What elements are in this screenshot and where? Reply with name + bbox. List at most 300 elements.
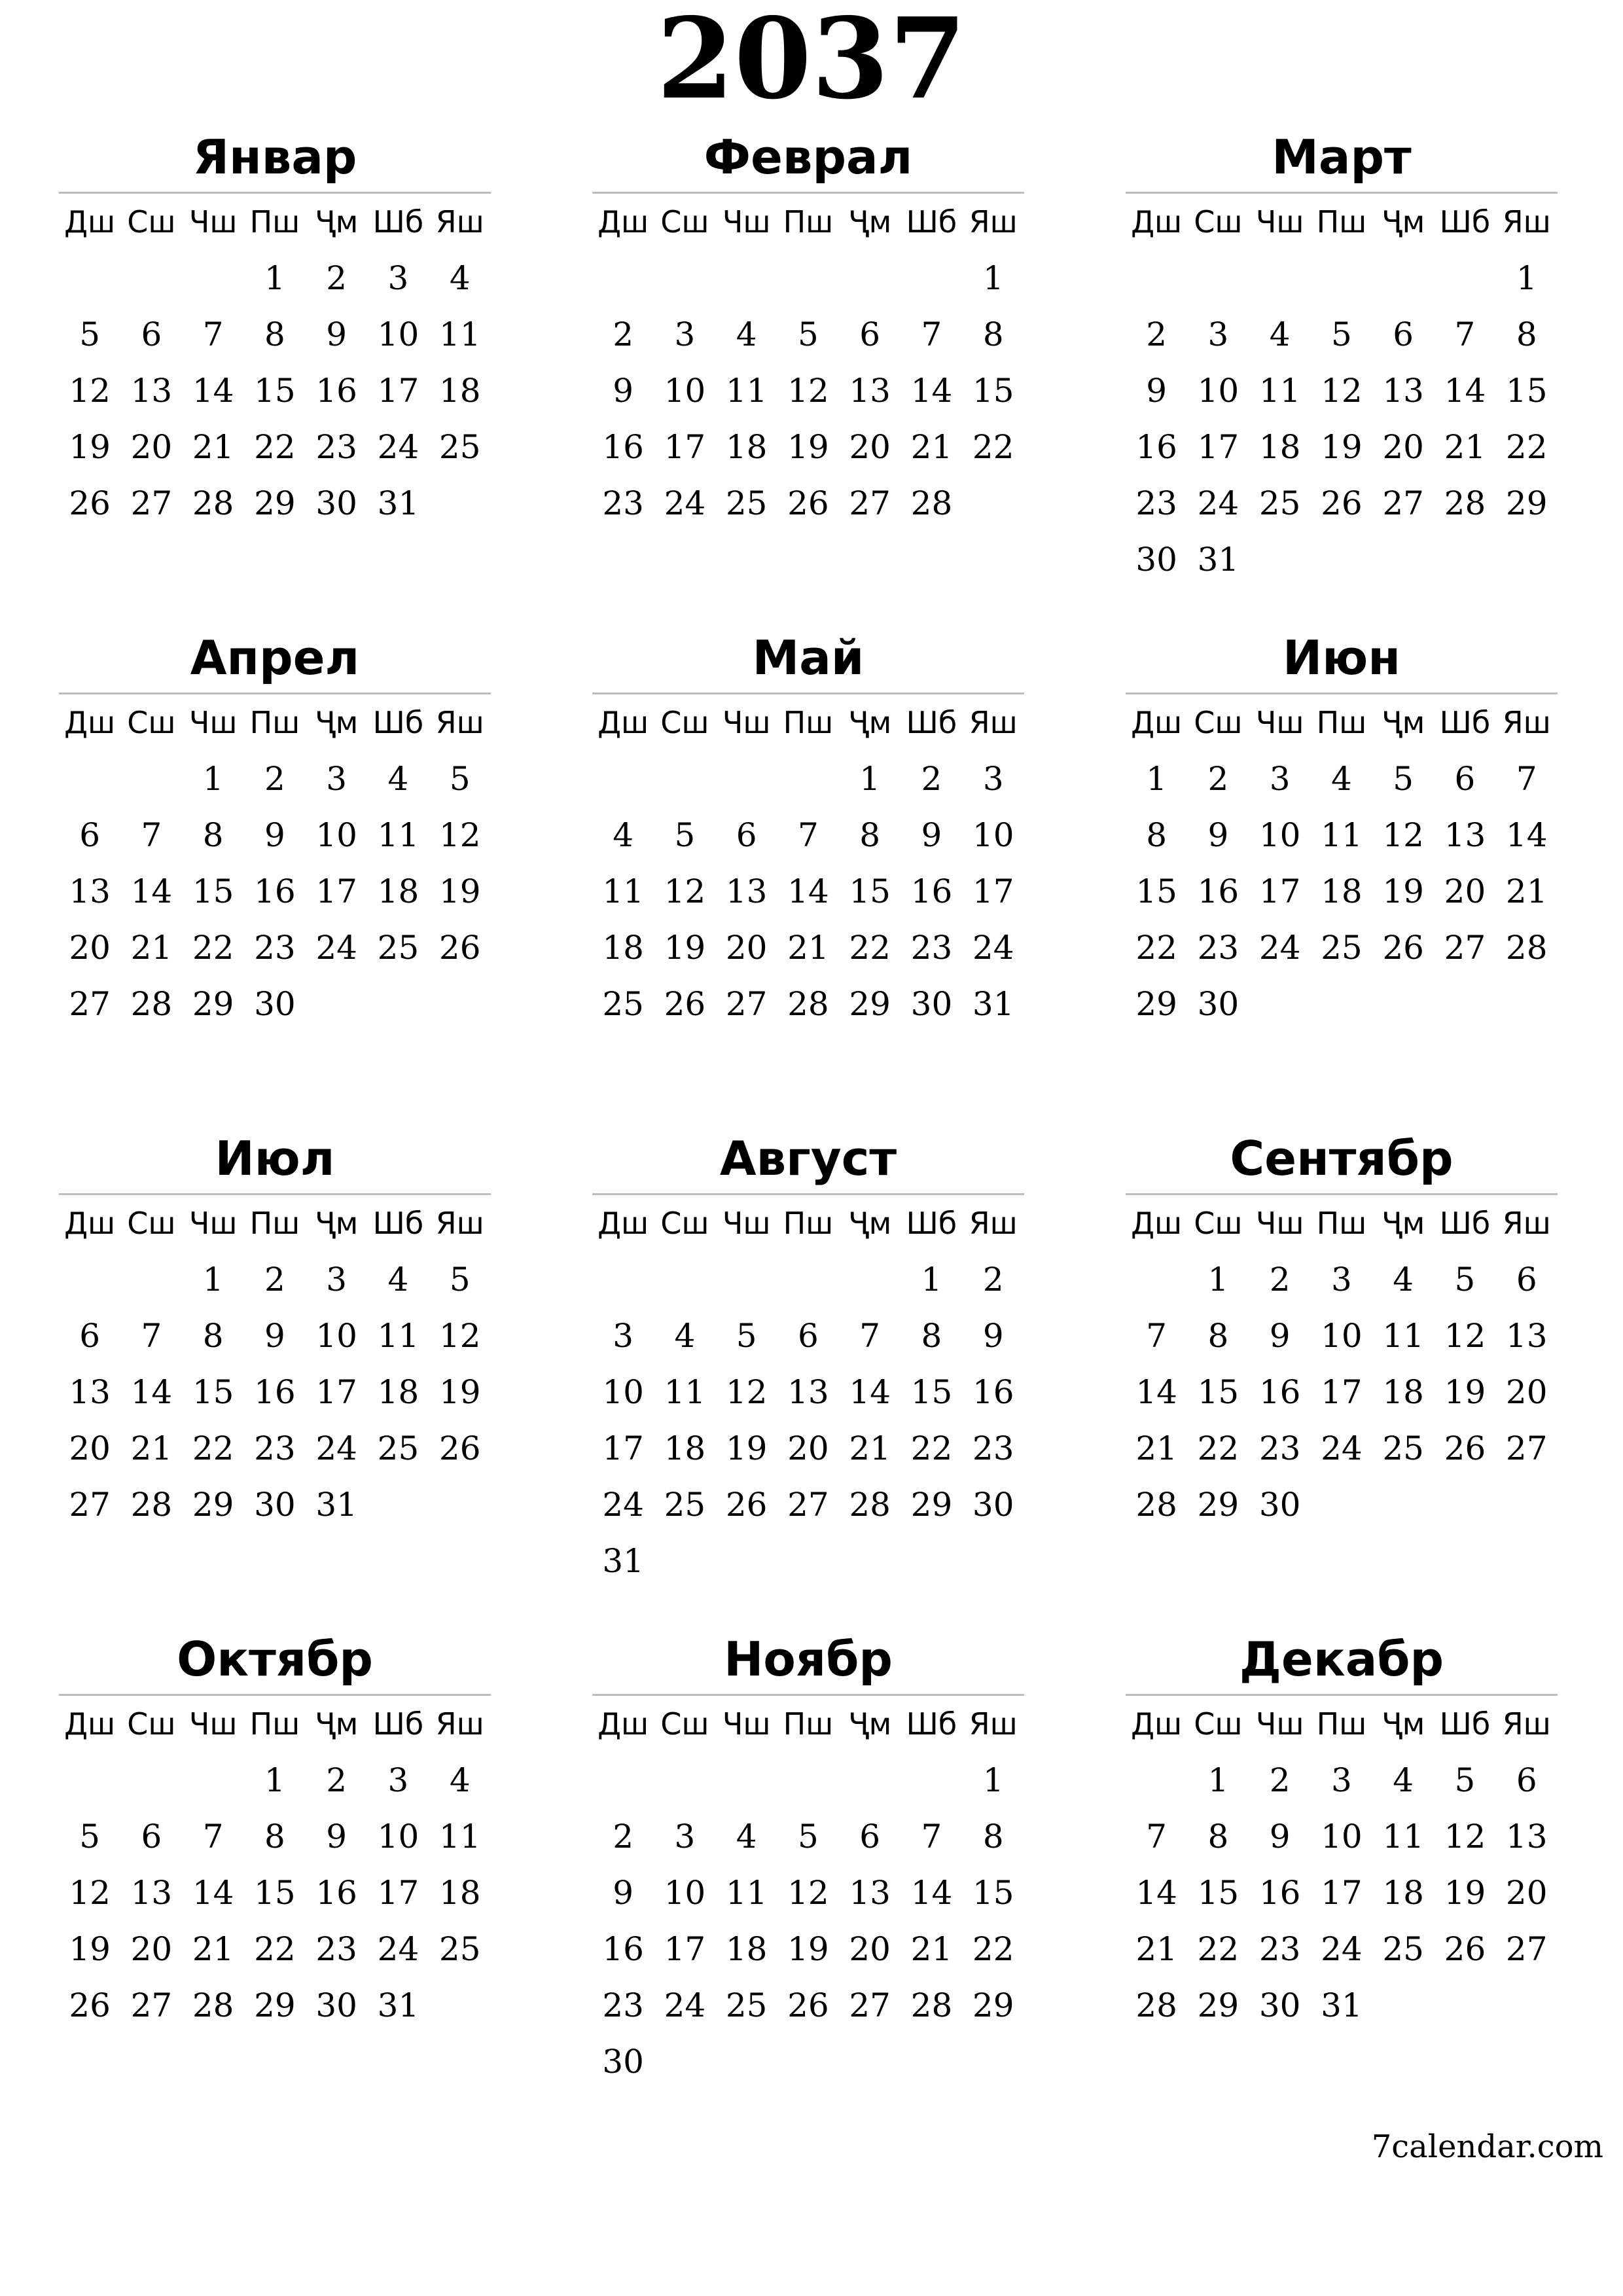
week-row (59, 1808, 491, 1865)
day-cell: 19 (1321, 428, 1363, 466)
day-cell: 9 (326, 315, 348, 353)
day-cell: 26 (438, 1429, 481, 1467)
weekday-label: Пш (783, 1706, 834, 1742)
weekday-header-row (59, 1195, 491, 1251)
weekday-label: Шб (372, 204, 424, 240)
day-cell: 12 (664, 872, 706, 910)
day-cell: 8 (1207, 1818, 1229, 1856)
day-cell: 10 (377, 315, 419, 353)
day-cell: 13 (1505, 1317, 1548, 1355)
day-cell: 9 (613, 372, 634, 410)
day-cell: 26 (69, 484, 111, 522)
weekday-label: Пш (1316, 204, 1367, 240)
day-cell: 24 (1321, 1930, 1363, 1968)
day-cell: 10 (664, 372, 706, 410)
day-cell: 3 (1207, 315, 1229, 353)
week-row (592, 1533, 1024, 1589)
day-cell: 4 (736, 315, 757, 353)
day-cell: 6 (79, 816, 101, 854)
day-cell: 4 (1269, 315, 1291, 353)
weekday-label: Шб (372, 705, 424, 740)
weekday-label: Чш (188, 204, 238, 240)
day-cell: 12 (438, 816, 481, 854)
day-cell: 18 (602, 929, 644, 967)
day-cell: 28 (910, 484, 953, 522)
day-cell: 13 (787, 1373, 829, 1411)
day-cell: 23 (1197, 929, 1240, 967)
day-cell: 16 (315, 1874, 357, 1912)
week-row (59, 1752, 491, 1808)
day-cell: 28 (849, 1486, 891, 1524)
weekday-label: Яш (1502, 1706, 1551, 1742)
day-cell: 5 (736, 1317, 757, 1355)
day-cell: 29 (1197, 1486, 1240, 1524)
weekday-label: Дш (1131, 1206, 1183, 1241)
day-cell: 23 (1258, 1429, 1301, 1467)
month-title: Ноябр (724, 1632, 893, 1687)
weekday-header-row (592, 1195, 1024, 1251)
day-cell: 1 (982, 259, 1004, 297)
week-row (592, 250, 1024, 306)
day-cell: 27 (1444, 929, 1486, 967)
weekday-label: Дш (1131, 1706, 1183, 1742)
day-cell: 14 (130, 872, 173, 910)
day-cell: 17 (664, 1930, 706, 1968)
day-cell: 9 (264, 816, 285, 854)
week-row (59, 863, 491, 920)
day-cell: 23 (254, 929, 296, 967)
day-cell: 24 (664, 1986, 706, 2024)
day-cell: 31 (377, 484, 419, 522)
weekday-label: Ҷм (848, 1706, 892, 1742)
day-cell: 19 (69, 428, 111, 466)
month-title: Декабр (1239, 1632, 1444, 1687)
day-cell: 5 (798, 315, 819, 353)
week-row (1126, 531, 1558, 588)
day-cell: 7 (1516, 760, 1537, 798)
day-cell: 22 (254, 428, 296, 466)
day-cell: 14 (910, 1874, 953, 1912)
day-cell: 17 (972, 872, 1014, 910)
day-cell: 26 (1382, 929, 1424, 967)
weekday-label: Пш (249, 204, 300, 240)
day-cell: 10 (664, 1874, 706, 1912)
week-row (59, 306, 491, 363)
day-cell: 9 (264, 1317, 285, 1355)
day-cell: 5 (674, 816, 696, 854)
weekday-label: Чш (188, 1706, 238, 1742)
day-cell: 22 (192, 929, 234, 967)
day-cell: 6 (1516, 1261, 1537, 1299)
weekday-label: Пш (1316, 1706, 1367, 1742)
day-cell: 14 (849, 1373, 891, 1411)
day-cell: 1 (264, 1761, 285, 1799)
day-cell: 11 (438, 1818, 481, 1856)
weekday-label: Ҷм (848, 1206, 892, 1241)
day-cell: 30 (1197, 985, 1240, 1023)
day-cell: 11 (377, 816, 419, 854)
day-cell: 3 (326, 1261, 348, 1299)
week-row (59, 419, 491, 475)
weekday-label: Дш (64, 1706, 116, 1742)
month-title: Июн (1283, 630, 1400, 685)
day-cell: 16 (1258, 1373, 1301, 1411)
day-cell: 11 (1258, 372, 1301, 410)
day-cell: 7 (921, 315, 942, 353)
day-cell: 5 (798, 1818, 819, 1856)
day-cell: 5 (1393, 760, 1414, 798)
weekday-label: Ҷм (1382, 1206, 1425, 1241)
day-cell: 12 (787, 1874, 829, 1912)
day-cell: 26 (725, 1486, 768, 1524)
weekday-label: Ҷм (848, 705, 892, 740)
day-cell: 23 (315, 1930, 357, 1968)
day-cell: 15 (1135, 872, 1177, 910)
weekday-header-row (1126, 1195, 1558, 1251)
day-cell: 20 (1382, 428, 1424, 466)
day-cell: 10 (1321, 1818, 1363, 1856)
weekday-label: Яш (969, 705, 1018, 740)
day-cell: 22 (192, 1429, 234, 1467)
day-cell: 20 (130, 1930, 173, 1968)
day-cell: 30 (1258, 1986, 1301, 2024)
day-cell: 21 (910, 428, 953, 466)
day-cell: 10 (602, 1373, 644, 1411)
day-cell: 11 (1382, 1818, 1424, 1856)
day-cell: 16 (602, 1930, 644, 1968)
day-cell: 8 (264, 315, 285, 353)
week-row (1126, 1921, 1558, 1977)
day-cell: 21 (910, 1930, 953, 1968)
day-cell: 30 (910, 985, 953, 1023)
day-cell: 12 (69, 1874, 111, 1912)
month-title: Май (752, 630, 865, 685)
day-cell: 18 (377, 1373, 419, 1411)
day-cell: 9 (1146, 372, 1168, 410)
day-cell: 30 (602, 2043, 644, 2081)
day-cell: 13 (69, 1373, 111, 1411)
week-row (59, 363, 491, 419)
day-cell: 7 (921, 1818, 942, 1856)
week-row (592, 363, 1024, 419)
day-cell: 13 (69, 872, 111, 910)
day-cell: 27 (849, 484, 891, 522)
week-row (592, 976, 1024, 1032)
weekday-header-row (1126, 694, 1558, 751)
day-cell: 8 (1516, 315, 1537, 353)
day-cell: 22 (1505, 428, 1548, 466)
month-block (1126, 628, 1558, 1032)
weekday-label: Пш (1316, 1206, 1367, 1241)
day-cell: 13 (130, 372, 173, 410)
day-cell: 4 (613, 816, 634, 854)
day-cell: 4 (736, 1818, 757, 1856)
weekday-label: Ҷм (1382, 204, 1425, 240)
day-cell: 12 (438, 1317, 481, 1355)
day-cell: 30 (315, 484, 357, 522)
day-cell: 5 (449, 760, 471, 798)
day-cell: 8 (921, 1317, 942, 1355)
week-row (59, 1308, 491, 1364)
day-cell: 5 (449, 1261, 471, 1299)
day-cell: 19 (1444, 1874, 1486, 1912)
day-cell: 17 (377, 1874, 419, 1912)
week-row (1126, 751, 1558, 807)
month-block (592, 128, 1024, 531)
week-row (59, 1477, 491, 1533)
day-cell: 29 (849, 985, 891, 1023)
day-cell: 8 (859, 816, 881, 854)
day-cell: 19 (787, 428, 829, 466)
weekday-label: Шб (906, 1206, 957, 1241)
day-cell: 30 (254, 1486, 296, 1524)
day-cell: 25 (1382, 1930, 1424, 1968)
day-cell: 10 (377, 1818, 419, 1856)
week-row (1126, 1477, 1558, 1533)
day-cell: 8 (1207, 1317, 1229, 1355)
day-cell: 4 (387, 760, 409, 798)
day-cell: 23 (254, 1429, 296, 1467)
day-cell: 31 (377, 1986, 419, 2024)
weekday-label: Сш (660, 1206, 709, 1241)
day-cell: 14 (1444, 372, 1486, 410)
day-cell: 21 (787, 929, 829, 967)
day-cell: 24 (1197, 484, 1240, 522)
week-row (1126, 306, 1558, 363)
week-row (1126, 1977, 1558, 2034)
day-cell: 1 (202, 760, 224, 798)
day-cell: 4 (1331, 760, 1352, 798)
day-cell: 24 (972, 929, 1014, 967)
day-cell: 4 (1393, 1761, 1414, 1799)
weekday-label: Шб (906, 705, 957, 740)
day-cell: 20 (849, 428, 891, 466)
day-cell: 8 (1146, 816, 1168, 854)
weekday-label: Чш (1255, 705, 1304, 740)
day-cell: 15 (1197, 1874, 1240, 1912)
day-cell: 25 (725, 1986, 768, 2024)
day-cell: 16 (315, 372, 357, 410)
day-cell: 7 (1454, 315, 1476, 353)
day-cell: 17 (602, 1429, 644, 1467)
day-cell: 21 (192, 428, 234, 466)
day-cell: 3 (326, 760, 348, 798)
week-row (592, 1752, 1024, 1808)
day-cell: 5 (1454, 1761, 1476, 1799)
day-cell: 9 (326, 1818, 348, 1856)
week-row (1126, 1420, 1558, 1477)
day-cell: 1 (1207, 1761, 1229, 1799)
day-cell: 14 (1135, 1874, 1177, 1912)
weekday-label: Сш (660, 1706, 709, 1742)
day-cell: 26 (787, 484, 829, 522)
day-cell: 1 (921, 1261, 942, 1299)
week-row (59, 1251, 491, 1308)
day-cell: 20 (849, 1930, 891, 1968)
day-cell: 18 (1321, 872, 1363, 910)
week-row (592, 1364, 1024, 1420)
day-cell: 23 (972, 1429, 1014, 1467)
weekday-label: Шб (1439, 1206, 1491, 1241)
day-cell: 28 (1135, 1486, 1177, 1524)
day-cell: 1 (1516, 259, 1537, 297)
month-block (1126, 128, 1558, 588)
day-cell: 1 (982, 1761, 1004, 1799)
day-cell: 7 (859, 1317, 881, 1355)
day-cell: 25 (1258, 484, 1301, 522)
week-row (1126, 863, 1558, 920)
day-cell: 14 (192, 1874, 234, 1912)
day-cell: 20 (1444, 872, 1486, 910)
weekday-label: Ҷм (848, 204, 892, 240)
day-cell: 17 (1321, 1373, 1363, 1411)
day-cell: 25 (602, 985, 644, 1023)
day-cell: 24 (1321, 1429, 1363, 1467)
day-cell: 11 (664, 1373, 706, 1411)
day-cell: 31 (1321, 1986, 1363, 2024)
day-cell: 25 (1321, 929, 1363, 967)
day-cell: 6 (141, 315, 162, 353)
day-cell: 5 (79, 315, 101, 353)
weekday-label: Ҷм (315, 204, 359, 240)
day-cell: 23 (602, 484, 644, 522)
day-cell: 14 (787, 872, 829, 910)
day-cell: 31 (972, 985, 1014, 1023)
weekday-label: Пш (249, 705, 300, 740)
day-cell: 6 (1454, 760, 1476, 798)
day-cell: 25 (377, 1429, 419, 1467)
weekday-label: Пш (783, 1206, 834, 1241)
day-cell: 27 (849, 1986, 891, 2024)
week-row (1126, 363, 1558, 419)
weekday-label: Сш (1194, 1706, 1243, 1742)
day-cell: 24 (377, 428, 419, 466)
day-cell: 17 (1197, 428, 1240, 466)
day-cell: 5 (1331, 315, 1352, 353)
weekday-label: Яш (969, 204, 1018, 240)
weekday-label: Дш (597, 705, 649, 740)
day-cell: 6 (1516, 1761, 1537, 1799)
weekday-label: Чш (722, 1206, 771, 1241)
day-cell: 15 (192, 1373, 234, 1411)
weekday-header-row (1126, 194, 1558, 250)
weekday-label: Сш (660, 705, 709, 740)
day-cell: 21 (1505, 872, 1548, 910)
day-cell: 2 (264, 1261, 285, 1299)
week-row (1126, 1251, 1558, 1308)
week-row (1126, 475, 1558, 531)
weekday-label: Чш (722, 1706, 771, 1742)
day-cell: 11 (438, 315, 481, 353)
site-credit: 7calendar.com (1371, 2128, 1603, 2165)
day-cell: 5 (79, 1818, 101, 1856)
week-row (592, 920, 1024, 976)
month-block (59, 628, 491, 1032)
weekday-label: Пш (249, 1206, 300, 1241)
day-cell: 25 (438, 428, 481, 466)
weekday-label: Чш (1255, 1206, 1304, 1241)
day-cell: 6 (736, 816, 757, 854)
month-block (59, 128, 491, 531)
day-cell: 16 (1197, 872, 1240, 910)
day-cell: 26 (787, 1986, 829, 2024)
day-cell: 18 (725, 1930, 768, 1968)
day-cell: 18 (1258, 428, 1301, 466)
day-cell: 22 (254, 1930, 296, 1968)
day-cell: 15 (1505, 372, 1548, 410)
day-cell: 14 (1505, 816, 1548, 854)
weekday-label: Пш (249, 1706, 300, 1742)
month-block (1126, 1630, 1558, 2034)
day-cell: 29 (254, 1986, 296, 2024)
day-cell: 14 (1135, 1373, 1177, 1411)
month-block (592, 1129, 1024, 1589)
day-cell: 20 (69, 929, 111, 967)
day-cell: 2 (264, 760, 285, 798)
day-cell: 30 (254, 985, 296, 1023)
month-title: Октябр (177, 1632, 373, 1687)
day-cell: 22 (972, 428, 1014, 466)
day-cell: 14 (130, 1373, 173, 1411)
weekday-label: Шб (372, 1206, 424, 1241)
day-cell: 26 (69, 1986, 111, 2024)
weekday-label: Чш (188, 1206, 238, 1241)
day-cell: 18 (377, 872, 419, 910)
day-cell: 25 (438, 1930, 481, 1968)
day-cell: 12 (725, 1373, 768, 1411)
day-cell: 12 (1382, 816, 1424, 854)
day-cell: 30 (1135, 541, 1177, 579)
day-cell: 13 (849, 1874, 891, 1912)
week-row (592, 1808, 1024, 1865)
week-row (592, 1921, 1024, 1977)
day-cell: 19 (787, 1930, 829, 1968)
week-row (59, 1364, 491, 1420)
day-cell: 11 (602, 872, 644, 910)
day-cell: 4 (1393, 1261, 1414, 1299)
weekday-label: Чш (722, 705, 771, 740)
weekday-label: Ҷм (1382, 1706, 1425, 1742)
week-row (592, 863, 1024, 920)
week-row (1126, 920, 1558, 976)
day-cell: 16 (972, 1373, 1014, 1411)
weekday-label: Яш (1502, 705, 1551, 740)
week-row (592, 1977, 1024, 2034)
day-cell: 26 (1444, 1930, 1486, 1968)
day-cell: 19 (69, 1930, 111, 1968)
day-cell: 9 (1269, 1317, 1291, 1355)
weekday-label: Шб (1439, 1706, 1491, 1742)
week-row (59, 475, 491, 531)
day-cell: 16 (1258, 1874, 1301, 1912)
day-cell: 4 (674, 1317, 696, 1355)
weekday-label: Сш (1194, 204, 1243, 240)
day-cell: 3 (1269, 760, 1291, 798)
weekday-label: Шб (906, 204, 957, 240)
day-cell: 2 (921, 760, 942, 798)
day-cell: 9 (921, 816, 942, 854)
day-cell: 7 (798, 816, 819, 854)
day-cell: 9 (613, 1874, 634, 1912)
day-cell: 29 (910, 1486, 953, 1524)
day-cell: 16 (910, 872, 953, 910)
day-cell: 19 (725, 1429, 768, 1467)
day-cell: 9 (982, 1317, 1004, 1355)
day-cell: 21 (130, 1429, 173, 1467)
week-row (59, 1865, 491, 1921)
day-cell: 3 (387, 1761, 409, 1799)
weekday-label: Шб (1439, 705, 1491, 740)
